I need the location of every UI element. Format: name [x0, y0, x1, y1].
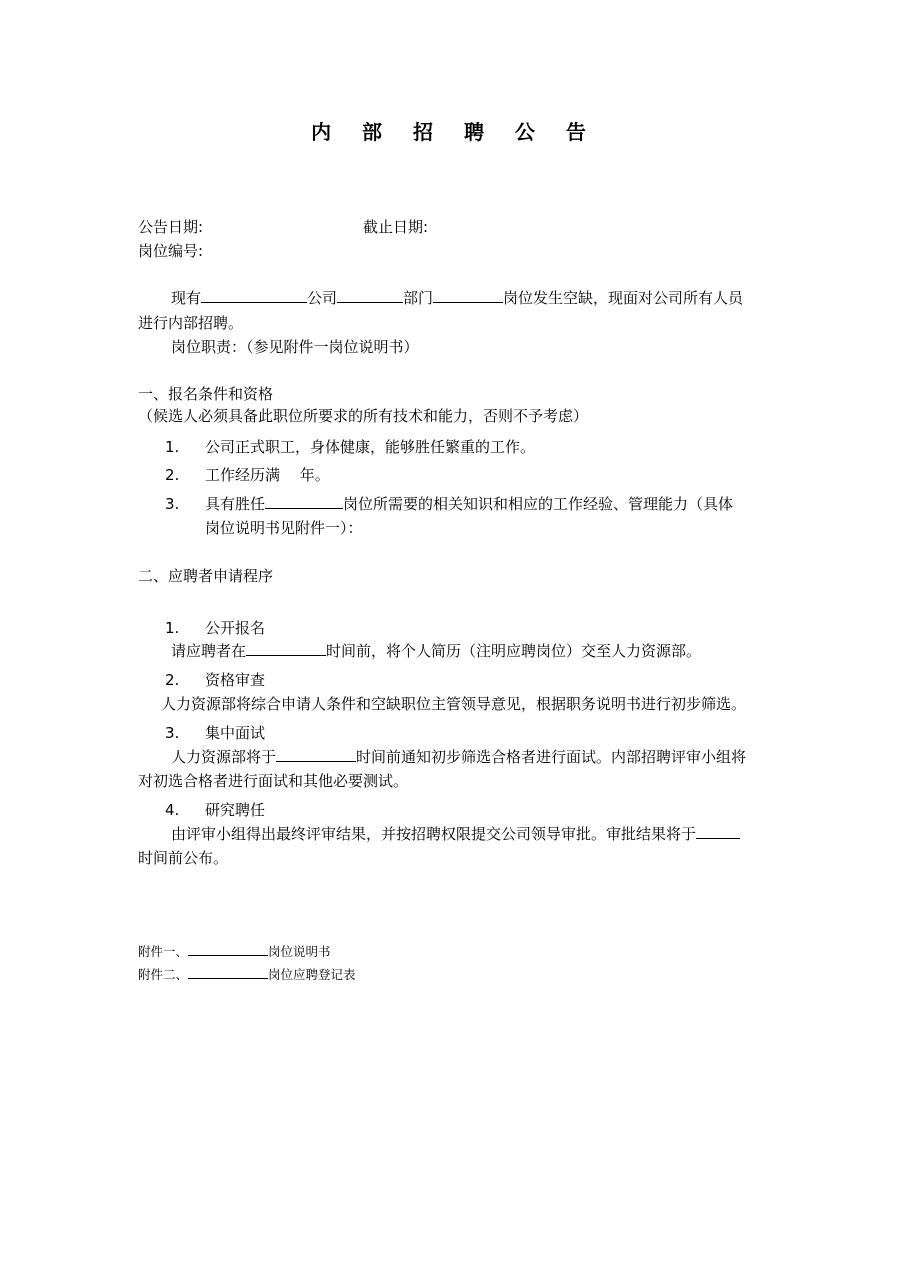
intro-text-3: 部门 [403, 289, 434, 307]
attachment-1 [138, 942, 331, 962]
qualified-position-blank[interactable] [265, 494, 343, 509]
step-body-text: 由评审小组得出最终评审结果，并按招聘权限提交公司领导审批。审批结果将于 [171, 825, 697, 843]
step-title: 公开报名 [205, 619, 266, 637]
attachment-suffix: 岗位说明书 [268, 944, 331, 959]
step-3-title [165, 723, 265, 743]
step-num: 4. [165, 801, 180, 819]
intro-line-2: 进行内部招聘。 [138, 314, 244, 332]
condition-item-2 [165, 465, 330, 485]
condition-item-3 [165, 494, 733, 514]
step-body-text: 时间前，将个人简历（注明应聘岗位）交至人力资源部。 [326, 642, 702, 660]
page-title: 内 部 招 聘 公 告 [311, 120, 598, 144]
attachment-2-blank[interactable] [188, 967, 268, 979]
attachment-prefix: 附件一、 [138, 944, 189, 959]
interview-time-blank[interactable] [276, 747, 356, 762]
intro-line-1 [171, 288, 743, 308]
duty-line: 岗位职责：（参见附件一岗位说明书） [171, 338, 419, 356]
intro-text-2: 公司 [307, 289, 338, 307]
step-4-body [171, 824, 740, 844]
step-1-body [171, 641, 701, 661]
section1-note: （候选人必须具备此职位所要求的所有技术和能力，否则不予考虑） [138, 407, 589, 425]
step-1-title [165, 618, 265, 638]
attachment-1-blank[interactable] [188, 944, 268, 956]
attachment-2 [138, 965, 356, 985]
step-title: 资格审查 [205, 671, 266, 689]
attachment-prefix: 附件二、 [138, 967, 189, 982]
department-blank[interactable] [337, 288, 403, 303]
step-title: 研究聘任 [205, 801, 266, 819]
step-title: 集中面试 [205, 724, 266, 742]
condition-text: 工作经历满 年。 [205, 466, 330, 484]
step-num: 1. [165, 619, 180, 637]
step-3-body [171, 747, 746, 767]
step-body-text: 时间前通知初步筛选合格者进行面试。内部招聘评审小组将 [356, 748, 747, 766]
company-blank[interactable] [201, 288, 307, 303]
condition-num: 1. [165, 438, 180, 456]
condition-item-3-cont: 岗位说明书见附件一）： [205, 519, 363, 537]
step-body-text: 人力资源部将于 [171, 748, 277, 766]
deadline-label: 截止日期: [363, 218, 429, 236]
condition-text: 公司正式职工，身体健康，能够胜任繁重的工作。 [205, 438, 536, 456]
step-body-text: 请应聘者在 [171, 642, 247, 660]
step-2-body: 人力资源部将综合申请人条件和空缺职位主管领导意见，根据职务说明书进行初步筛选。 [161, 695, 747, 713]
step-3-body-cont: 对初选合格者进行面试和其他必要测试。 [138, 772, 409, 790]
condition-item-1 [165, 437, 535, 457]
condition-num: 2. [165, 466, 180, 484]
announce-date-label: 公告日期: [138, 218, 204, 236]
step-num: 2. [165, 671, 180, 689]
result-time-blank[interactable] [696, 824, 740, 839]
condition-text: 岗位所需要的相关知识和相应的工作经验、管理能力（具体 [343, 495, 734, 513]
condition-num: 3. [165, 495, 180, 513]
position-no-label: 岗位编号: [138, 242, 204, 260]
section2-heading: 二、应聘者申请程序 [138, 567, 274, 585]
condition-text: 具有胜任 [205, 495, 266, 513]
step-num: 3. [165, 724, 180, 742]
signup-time-blank[interactable] [246, 641, 326, 656]
attachment-suffix: 岗位应聘登记表 [268, 967, 356, 982]
intro-text-1: 现有 [171, 289, 202, 307]
section1-heading: 一、报名条件和资格 [138, 385, 274, 403]
position-blank[interactable] [433, 288, 503, 303]
step-2-title [165, 670, 265, 690]
intro-text-4: 岗位发生空缺，现面对公司所有人员 [503, 289, 744, 307]
step-4-title [165, 800, 265, 820]
step-4-body-cont: 时间前公布。 [138, 849, 229, 867]
